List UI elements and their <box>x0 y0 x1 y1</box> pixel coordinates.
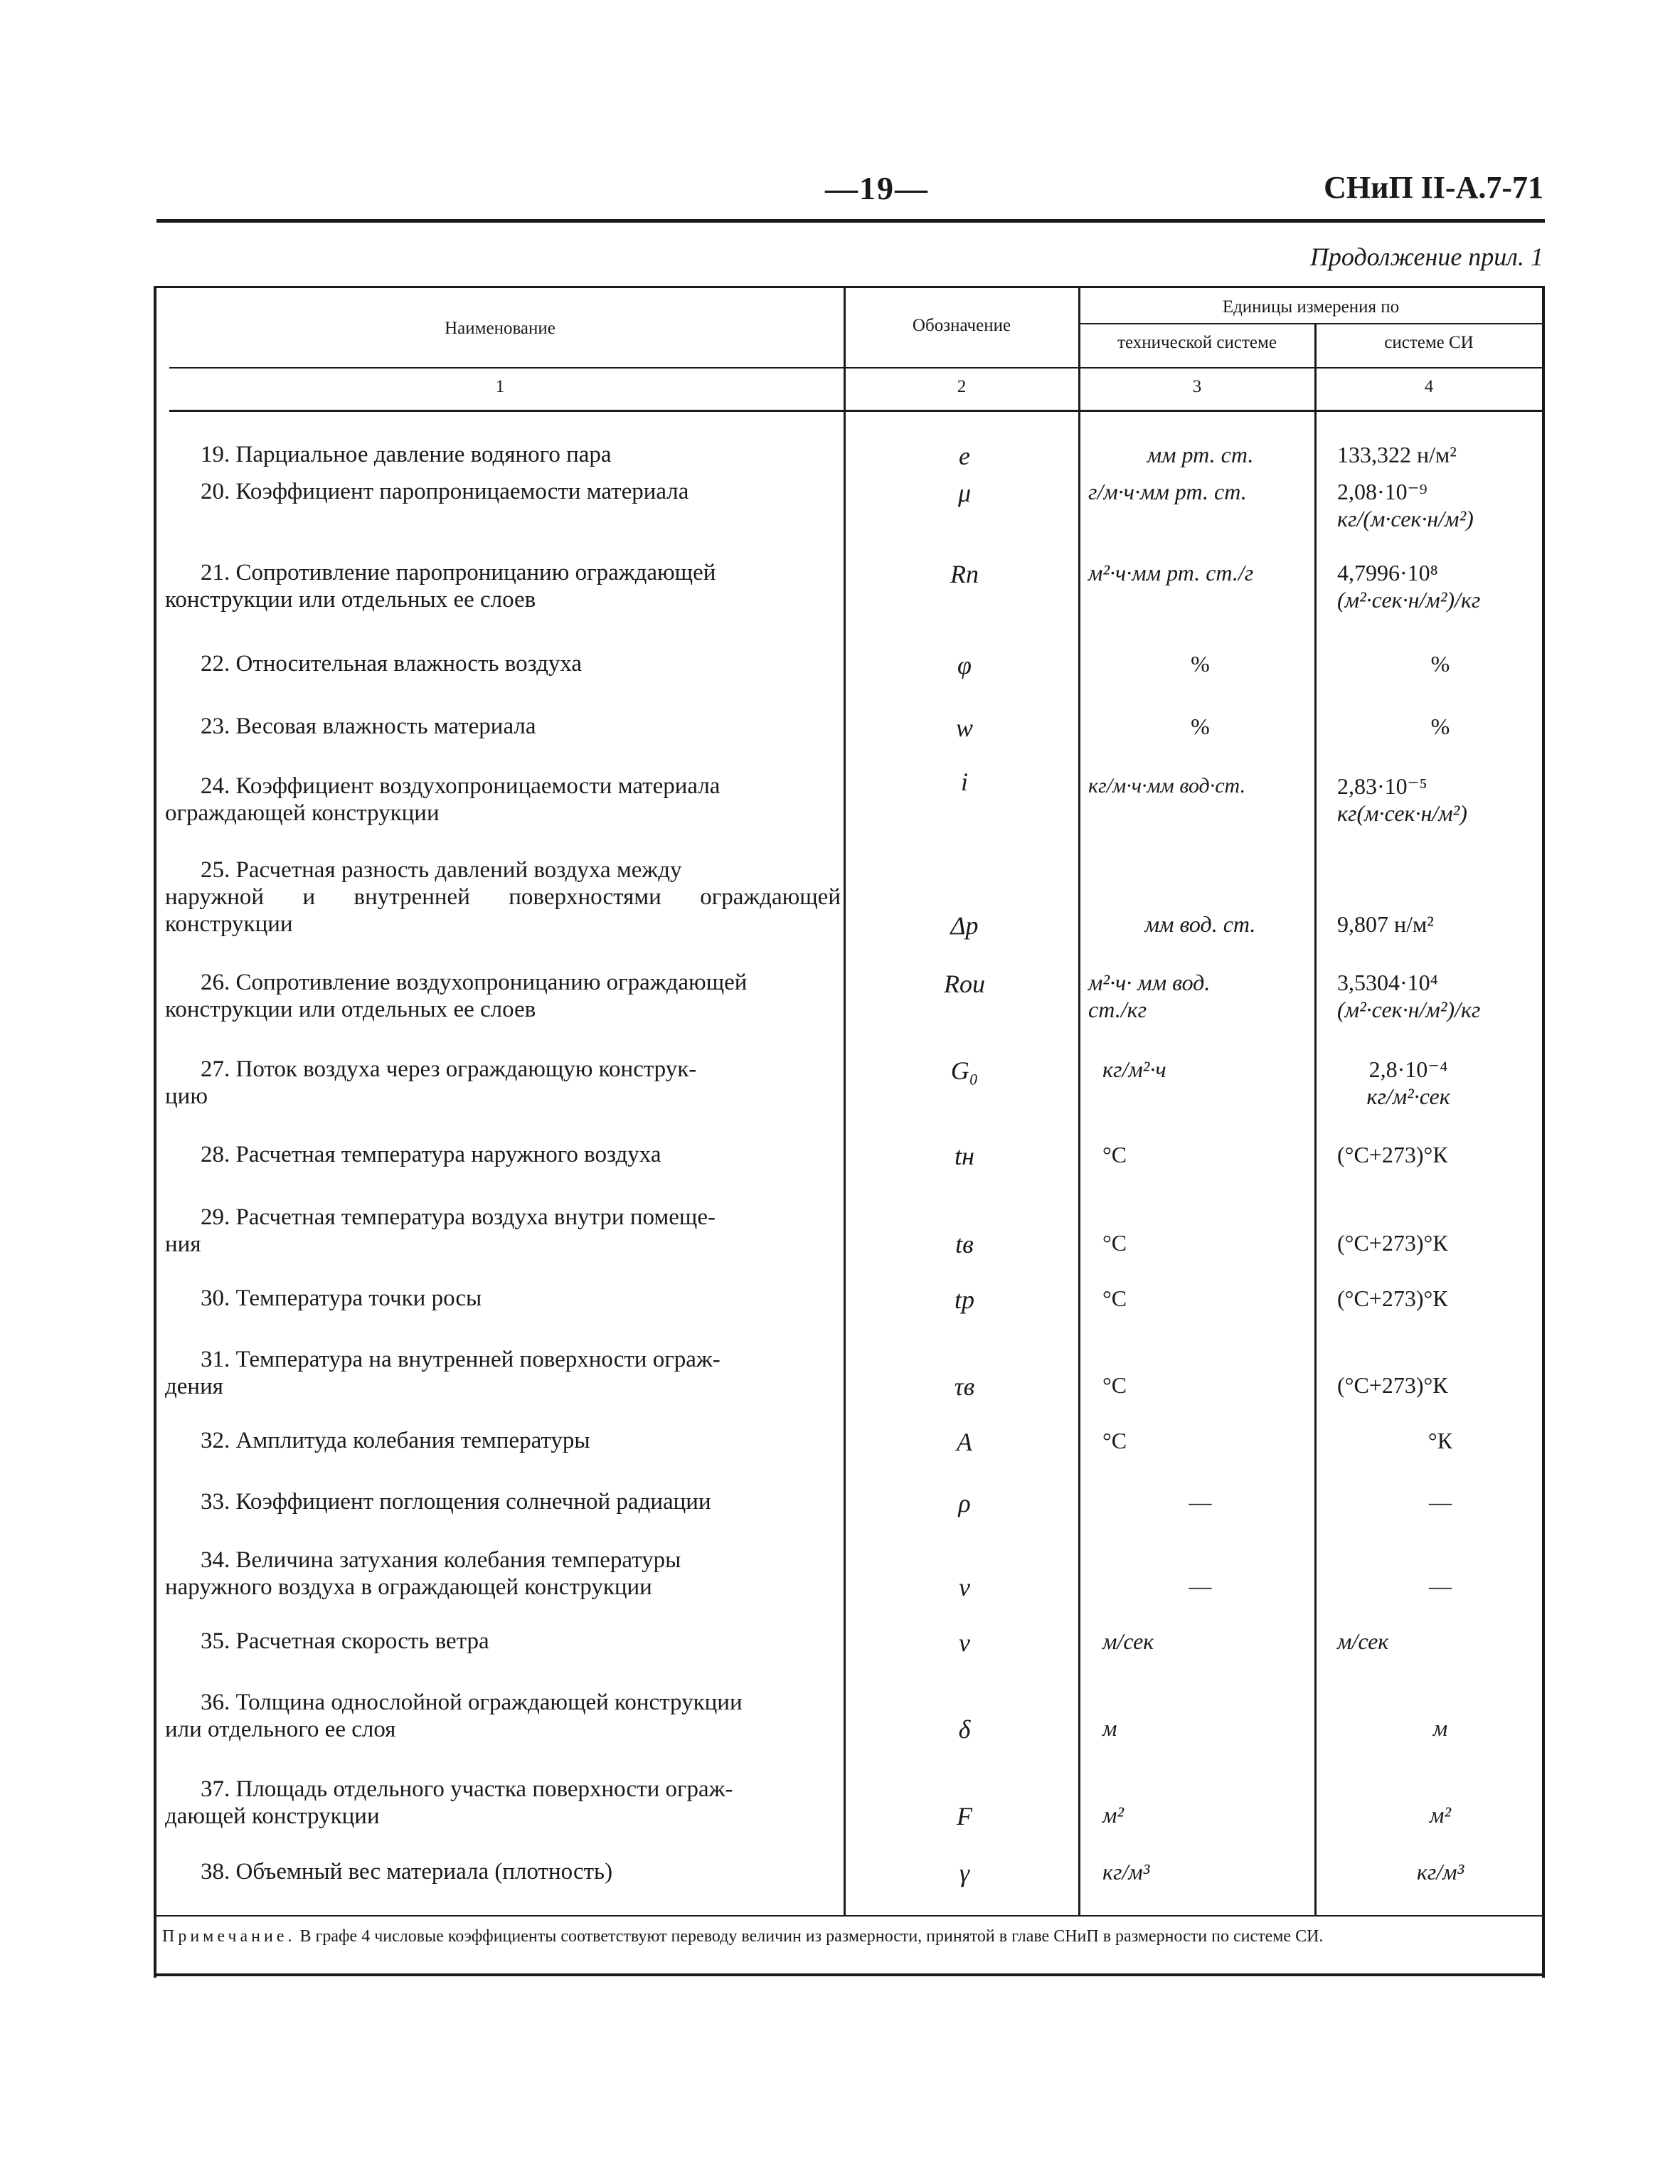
row-name: 28. Расчетная температура наружного воздуха <box>201 1142 661 1167</box>
row-si-unit: % <box>1430 651 1450 677</box>
row-tech-unit: кг/м·ч·мм вод·ст. <box>1088 774 1246 797</box>
row-name: 33. Коэффициент поглощения солнечной радиации <box>201 1489 711 1515</box>
row-tech-unit: м²·ч· мм вод. ст./кг <box>1088 970 1211 1022</box>
row-symbol: Rп <box>950 560 979 588</box>
page-number: —19— <box>825 170 929 206</box>
row-tech-unit: кг/м²·ч <box>1102 1056 1166 1082</box>
row-si-unit: (°С+273)°К <box>1337 1372 1448 1398</box>
row-si-unit: % <box>1430 714 1450 739</box>
table-top-border <box>156 286 1542 288</box>
row-tech-unit: °С <box>1102 1286 1127 1311</box>
table-bottom-border <box>156 1973 1542 1976</box>
continuation-label: Продолжение прил. 1 <box>1309 243 1543 271</box>
header-si-system: системе СИ <box>1384 333 1474 352</box>
row-name: 29. Расчетная температура воздуха внутри помеще- ния <box>165 1204 716 1257</box>
row-symbol: w <box>955 714 973 742</box>
row-name: 37. Площадь отдельного участка поверхности ограж- дающей конструкции <box>165 1776 733 1829</box>
row-symbol: tн <box>955 1142 974 1170</box>
column-number-2: 2 <box>957 377 967 396</box>
header-rule-2 <box>169 410 1542 412</box>
row-name: 27. Поток воздуха через ограждающую конструк- цию <box>165 1056 697 1109</box>
row-name: 19. Парциальное давление водяного пара <box>201 442 612 467</box>
row-si-unit: м <box>1432 1715 1448 1741</box>
row-name: 26. Сопротивление воздухопроницанию ограждающей конструкции или отдельных ее слоев <box>165 970 748 1022</box>
row-tech-unit: °С <box>1102 1428 1127 1453</box>
header-tech-system: технической системе <box>1117 333 1277 352</box>
row-tech-unit: г/м·ч·мм рт. ст. <box>1088 479 1247 504</box>
row-symbol: μ <box>957 479 972 507</box>
row-tech-unit: % <box>1191 714 1210 739</box>
row-symbol: A <box>957 1428 972 1456</box>
row-tech-unit: — <box>1189 1573 1212 1599</box>
row-tech-unit: °С <box>1102 1142 1127 1167</box>
header-symbol: Обозначение <box>912 316 1011 335</box>
row-tech-unit: кг/м³ <box>1102 1859 1150 1885</box>
table-body-bottom <box>156 1915 1542 1917</box>
row-symbol: γ <box>959 1859 970 1887</box>
units-group-rule <box>1080 323 1542 324</box>
row-si-unit: — <box>1429 1573 1452 1599</box>
row-tech-unit: мм рт. ст. <box>1147 442 1254 467</box>
row-si-unit: °К <box>1428 1428 1453 1453</box>
row-tech-unit: мм вод. ст. <box>1144 911 1256 937</box>
header-rule-1 <box>169 367 1542 369</box>
table-note <box>162 1926 1538 1946</box>
row-symbol: i <box>960 768 968 796</box>
row-si-unit: (°С+273)°К <box>1337 1286 1448 1311</box>
row-si-unit: 4,7996·10⁸ (м²·сек·н/м²)/кг <box>1337 560 1481 613</box>
row-name: 30. Температура точки росы <box>201 1286 482 1311</box>
row-name: 34. Величина затухания колебания температуры наружного воздуха в ограждающей конструкции <box>165 1547 681 1600</box>
row-name: 20. Коэффициент паропроницаемости материала <box>201 479 689 504</box>
row-symbol: Δp <box>950 911 979 940</box>
row-symbol: G₀ <box>950 1056 979 1085</box>
row-tech-unit: — <box>1189 1489 1212 1515</box>
row-name: 35. Расчетная скорость ветра <box>201 1628 489 1654</box>
header-name: Наименование <box>445 319 555 338</box>
row-symbol: φ <box>957 651 972 679</box>
row-symbol: tр <box>954 1286 974 1314</box>
document-code: СНиП II-А.7-71 <box>1324 170 1543 205</box>
row-si-unit: 2,08·10⁻⁹ кг/(м·сек·н/м²) <box>1337 479 1474 531</box>
header-units-group: Единицы измерения по <box>1222 297 1400 317</box>
row-symbol: tв <box>955 1230 974 1258</box>
row-name: 21. Сопротивление паропроницанию ограждающей конструкции или отдельных ее слоев <box>165 560 716 613</box>
row-si-unit: кг/м³ <box>1416 1859 1464 1885</box>
row-symbol: e <box>959 442 970 470</box>
row-name: 31. Температура на внутренней поверхности ограж- дения <box>165 1347 721 1399</box>
row-tech-unit: % <box>1191 651 1210 677</box>
row-symbol: δ <box>958 1715 971 1744</box>
row-tech-unit: °С <box>1102 1372 1127 1398</box>
row-si-unit: (°С+273)°К <box>1337 1142 1448 1167</box>
row-tech-unit: м/сек <box>1102 1628 1154 1654</box>
column-number-4: 4 <box>1424 377 1434 396</box>
row-si-unit: 2,8·10⁻⁴ кг/м²·сек <box>1366 1056 1450 1109</box>
row-tech-unit: °С <box>1102 1230 1127 1256</box>
row-si-unit: — <box>1429 1489 1452 1515</box>
row-name: 36. Толщина однослойной ограждающей конструкции или отдельного ее слоя <box>165 1690 743 1742</box>
column-number-3: 3 <box>1192 377 1202 396</box>
row-name: 32. Амплитуда колебания температуры <box>201 1428 590 1453</box>
row-name: 38. Объемный вес материала (плотность) <box>201 1859 613 1885</box>
row-si-unit: м/сек <box>1337 1628 1389 1654</box>
row-symbol: τв <box>954 1372 975 1401</box>
column-number-1: 1 <box>495 377 505 396</box>
row-si-unit: 3,5304·10⁴ (м²·сек·н/м²)/кг <box>1337 970 1481 1022</box>
row-tech-unit: м² <box>1102 1802 1125 1828</box>
col-divider-3 <box>1314 323 1317 1915</box>
row-symbol: ν <box>959 1573 970 1601</box>
note-label: Примечание. <box>162 1927 296 1946</box>
units-table <box>154 286 1545 1978</box>
row-name: 24. Коэффициент воздухопроницаемости материала ограждающей конструкции <box>165 773 721 826</box>
row-si-unit: 2,83·10⁻⁵ кг(м·сек·н/м²) <box>1337 773 1467 826</box>
note-text: В графе 4 числовые коэффициенты соответствуют переводу величин из размерности, принятой в главе СНиП в размерности по системе СИ. <box>299 1927 1324 1946</box>
row-tech-unit: м²·ч·мм рт. ст./г <box>1088 560 1254 585</box>
row-name: 22. Относительная влажность воздуха <box>201 651 583 677</box>
row-si-unit: 133,322 н/м² <box>1337 442 1457 467</box>
row-si-unit: 9,807 н/м² <box>1337 911 1434 937</box>
row-symbol: ρ <box>958 1489 971 1517</box>
page-header <box>156 169 1543 212</box>
row-si-unit: м² <box>1429 1802 1451 1828</box>
row-name: 25. Расчетная разность давлений воздуха между наружной и внутренней поверхностями ограждающей конструкции <box>165 857 841 937</box>
row-symbol: v <box>959 1628 970 1657</box>
col-divider-2 <box>1078 286 1080 1915</box>
row-tech-unit: м <box>1102 1715 1117 1741</box>
row-si-unit: (°С+273)°К <box>1337 1230 1448 1256</box>
header-rule <box>156 219 1545 223</box>
row-symbol: Rои <box>944 970 985 998</box>
col-divider-1 <box>844 286 846 1915</box>
row-name: 23. Весовая влажность материала <box>201 714 536 739</box>
row-symbol: F <box>957 1802 972 1830</box>
